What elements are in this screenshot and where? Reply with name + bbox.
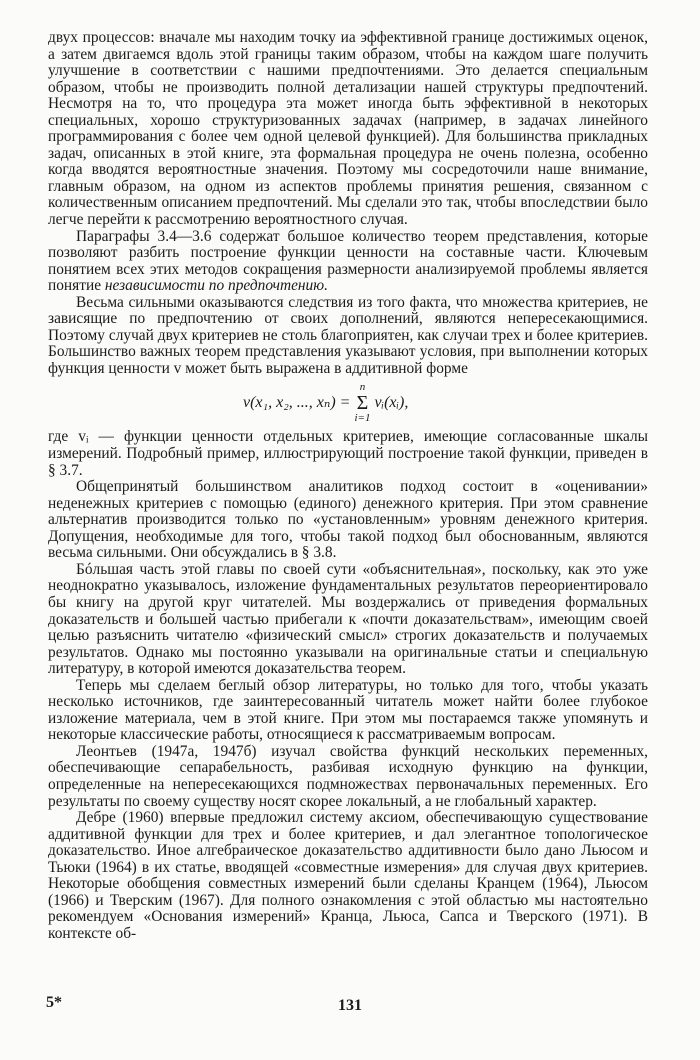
sum-lower-limit: i=1 xyxy=(354,412,371,425)
signature-mark: 5* xyxy=(46,994,62,1011)
paragraph-6: Бóльшая часть этой главы по своей сути «объяснительная», поскольку, как это уже неоднократно указывалось, изложение фундаментальных результатов переориентировало бы книгу на другой круг читателей. Мы воздержались от приведения формальных доказательств и большей частью прибегали к «почти доказательствам», имеющим своей целью разъяснить читателю «физический смысл» строгих доказательств и получаемых результатов. Однако мы постоянно указывали на оригинальные статьи и специальную литературу, в которой имеются доказательства теорем. xyxy=(48,560,648,678)
paragraph-3: Весьма сильными оказываются следствия из того факта, что множества критериев, не зависящие по предпочтению от своих дополнений, являются непересекающимися. Поэтому случай двух критериев не столь благоприятен, как случаи трех и более критериев. Большинство важных теорем представления указывают условия, при выполнении которых функция ценности v может быть выражена в аддитивной форме xyxy=(48,293,648,377)
paragraph-5: Общепринятый большинством аналитиков подход состоит в «оценивании» неденежных критериев с помощью (единого) денежного критерия. При этом сравнение альтернатив производится только по «установленным» уровням денежного критерия. Допущения, необходимые для того, чтобы такой подход был обоснованным, являются весьма сильными. Они обсуждались в § 3.8. xyxy=(48,478,648,562)
paragraph-2 xyxy=(48,229,648,295)
sum-sign: Σ xyxy=(356,392,369,415)
additive-formula xyxy=(48,377,648,429)
paragraph-2-text: Параграфы 3.4—3.6 содержат большое количество теорем представления, которые позволяют разбить построение функции ценности на составные части. Ключевым понятием всех этих методов сокращения размерности анализируемой проблемы является понятие xyxy=(48,227,648,295)
formula-rhs: vᵢ(xᵢ), xyxy=(374,394,409,412)
summation xyxy=(354,382,370,424)
paragraph-8: Леонтьев (1947а, 1947б) изучал свойства функций нескольких переменных, обеспечивающие сепарабельность, разбивая исходную функцию на функции, определенные на непересекающихся подмножествах первоначальных переменных. Его результаты по своему существу носят скорее локальный, а не глобальный характер. xyxy=(48,742,648,810)
sum-upper-limit: n xyxy=(359,381,366,394)
paragraph-1: двух процессов: вначале мы находим точку иа эффективной границе достижимых оценок, а затем двигаемся вдоль этой границы таким образом, чтобы на каждом шаге получить улучшение в соответствии с нашими предпочтениями. Это делается специальным образом, чтобы не производить полной детализации нашей структуры предпочтений. Несмотря на то, что процедура эта может иногда быть эффективной в некоторых специальных, хорошо структуризованных задачах (например, в задачах линейного программирования с более чем одной целевой функцией). Для большинства прикладных задач, описанных в этой книге, эта формальная процедура не очень полезна, особенно когда вводятся вероятностные значения. Поэтому мы сосредоточили наше внимание, главным образом, на одном из аспектов проблемы принятия решения, связанном с количественным описанием предпочтений. Мы сделали это так, чтобы впоследствии было легче перейти к рассмотрению вероятностного случая. xyxy=(48,29,648,229)
paragraph-4: где vᵢ — функции ценности отдельных критериев, имеющие согласованные шкалы измерений. Подробный пример, иллюстрирующий построение такой функции, приведен в § 3.7. xyxy=(48,428,648,479)
emphasis-term: независимости по предпочтению. xyxy=(104,277,328,295)
paragraph-7: Теперь мы сделаем беглый обзор литературы, но только для того, чтобы указать несколько источников, где заинтересованный читатель может найти более глубокое изложение материала, чем в этой книге. При этом мы постараемся также упомянуть и некоторые классические работы, относящиеся к рассматриваемым вопросам. xyxy=(48,676,648,744)
paragraph-9: Дебре (1960) впервые предложил систему аксиом, обеспечивающую существование аддитивной функции для трех и более критериев, и дал элегантное топологическое доказательство. Иное алгебраическое доказательство аддитивности было дано Льюсом и Тьюки (1964) в их статье, вводящей «совместные измерения» для случая двух критериев. Некоторые обобщения совместных измерений были сделаны Кранцем (1964), Льюсом (1966) и Тверским (1967). Для полного ознакомления с этой областью мы настоятельно рекомендуем «Основания измерений» Кранца, Льюса, Сапса и Тверского (1971). В контексте об- xyxy=(48,809,648,942)
formula-lhs: v(x₁, x₂, ..., xₙ) = xyxy=(243,394,351,412)
body-text xyxy=(48,30,648,942)
page-number: 131 xyxy=(338,997,362,1014)
